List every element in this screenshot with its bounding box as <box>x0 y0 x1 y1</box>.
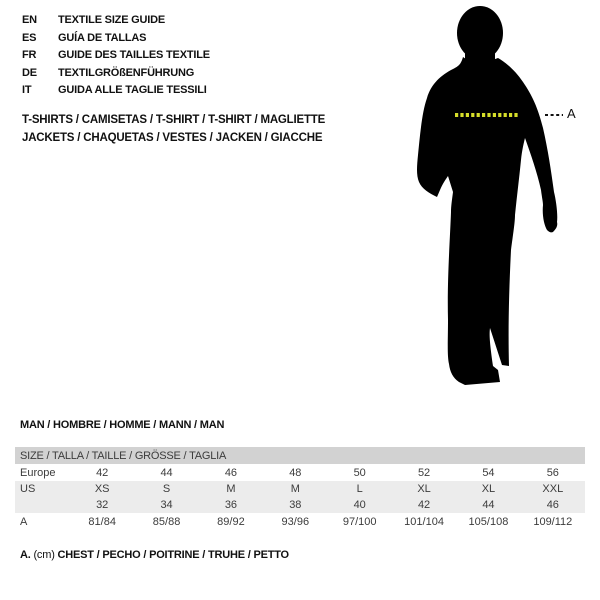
measurement-label-a: A <box>567 106 576 121</box>
table-cell: S <box>162 483 171 495</box>
table-cell: 40 <box>353 499 366 511</box>
language-label: TEXTILGRÖßENFÜHRUNG <box>58 66 195 79</box>
table-row-us <box>15 481 585 497</box>
table-header-label: SIZE / TALLA / TAILLE / GRÖSSE / TAGLIA <box>20 449 227 462</box>
language-code: EN <box>22 14 37 26</box>
category-tshirts: T-SHIRTS / CAMISETAS / T-SHIRT / T-SHIRT / MAGLIETTE <box>22 114 326 126</box>
table-cell: 46 <box>546 499 559 511</box>
table-row-chest-cm <box>15 513 585 530</box>
row-label: Europe <box>20 466 56 479</box>
table-row-europe <box>15 464 585 481</box>
table-cell: 36 <box>224 499 238 511</box>
table-cell: 56 <box>546 466 559 479</box>
table-cell: XXL <box>542 483 564 495</box>
table-cell: 89/92 <box>217 515 245 528</box>
table-cell: 52 <box>417 466 431 479</box>
table-cell: XS <box>94 483 110 495</box>
language-label: TEXTILE SIZE GUIDE <box>58 14 166 26</box>
language-row <box>22 12 210 30</box>
language-label: GUIDA ALLE TAGLIE TESSILI <box>58 84 207 96</box>
section-title-man: MAN / HOMBRE / HOMME / MANN / MAN <box>20 419 225 431</box>
table-cell: 50 <box>353 466 366 479</box>
table-cell: 109/112 <box>533 515 573 528</box>
language-code: FR <box>22 49 37 61</box>
man-silhouette-icon <box>405 0 585 400</box>
man-silhouette-figure <box>405 0 585 400</box>
table-cell: 54 <box>482 466 495 479</box>
footnote-text: CHEST / PECHO / POITRINE / TRUHE / PETTO <box>57 549 289 561</box>
category-list <box>22 111 325 147</box>
language-row <box>22 47 210 65</box>
table-cell: 93/96 <box>281 515 310 528</box>
measurement-footnote <box>20 549 289 561</box>
row-label: A <box>20 515 28 528</box>
language-row <box>22 65 210 83</box>
table-cell: 97/100 <box>342 515 377 528</box>
table-cell: 46 <box>224 466 238 479</box>
language-list <box>22 12 210 100</box>
language-label: GUÍA DE TALLAS <box>58 31 147 44</box>
table-cell: 81/84 <box>88 515 116 528</box>
table-cell: 44 <box>160 466 173 479</box>
row-label: US <box>20 483 36 495</box>
table-cell: M <box>226 483 236 495</box>
table-cell: 85/88 <box>152 515 181 528</box>
table-cell: XL <box>417 483 431 495</box>
table-row-us-numeric <box>15 497 585 513</box>
table-cell: L <box>356 483 363 495</box>
footnote-unit: (cm) <box>33 549 55 561</box>
language-code: IT <box>22 84 32 96</box>
language-code: DE <box>22 66 37 79</box>
table-cell: 38 <box>289 499 302 511</box>
table-cell: 101/104 <box>404 515 444 528</box>
table-cell: 42 <box>96 466 109 479</box>
table-cell: 42 <box>417 499 431 511</box>
table-cell: 32 <box>96 499 109 511</box>
language-label: GUIDE DES TAILLES TEXTILE <box>58 49 210 61</box>
language-row <box>22 30 210 48</box>
table-cell: 34 <box>160 499 173 511</box>
language-code: ES <box>22 31 37 44</box>
language-row <box>22 82 210 100</box>
table-cell: 105/108 <box>468 515 509 528</box>
footnote-prefix: A. <box>20 549 31 561</box>
table-cell: M <box>290 483 300 495</box>
table-header-row <box>15 447 585 464</box>
table-cell: 44 <box>482 499 495 511</box>
table-cell: XL <box>481 483 496 495</box>
size-table <box>15 447 585 530</box>
table-cell: 48 <box>289 466 302 479</box>
category-jackets: JACKETS / CHAQUETAS / VESTES / JACKEN / GIACCHE <box>22 132 323 144</box>
